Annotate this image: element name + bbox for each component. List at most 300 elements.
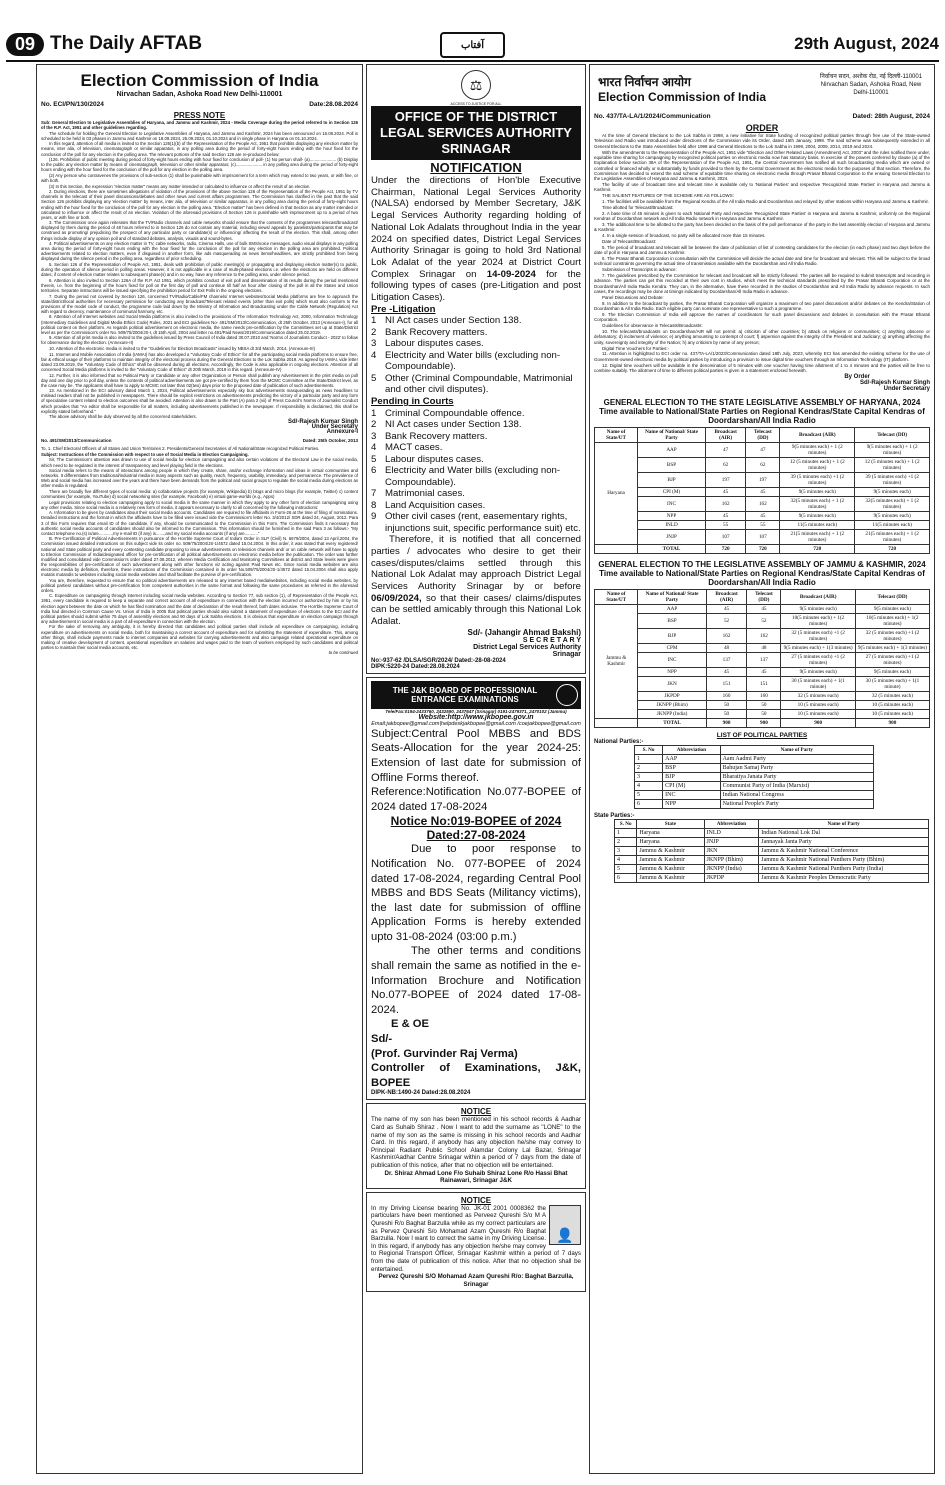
person-photo-icon: 👤 (549, 1205, 581, 1245)
annex-subject: Subject: Instructions of the Commission with respect to use of Social Media in Election Campaigning. (41, 451, 249, 457)
table-cell: 32 (5 minutes each) (855, 691, 929, 700)
press-note-paragraph: 8. Attention of all Internet websites and Social Media platforms is also invited to the provisions of The Information Technology Act, 2000, Information Technology (Intermediary Guidelines and Digital Media Ethics Code) Rules, 2021 and ECI guidelines No- 491/SM/2013/Communication, dt 25th October, 2013 (Annexure-I), for all political content on their platform. As regards political advertisement on electronic media, the same needs pre-certification by the Committees set up at State/District level as per the Commission's order No. 509/75/2004/JS-I, dt 15th April, 2004 and letter no.491/Paid News/2019/Communication dated 25.02.2019. (41, 314, 358, 335)
table-cell: 9(5 minutes each) + 1 (2 minutes) (780, 442, 855, 457)
press-note-paragraph: 12. Further, it is also informed that no Political Party or Candidate or any other Organization or Person shall publish any Advertisement in the print media on poll day and one day prior to poll day, unless the contents of political advertisements are got pre-certified by them from the MCMC Committee at the State/District level, as the case may be. The applicants shall have to apply to MCMC not later than 02(two) days prior to the proposed date of publication of such advertisements. (41, 372, 358, 388)
table-header-cell: Telecast (DD) (747, 589, 781, 604)
table-header-cell: Name of State/UT (595, 589, 638, 604)
press-note-paragraph: In this regard, attention of all media is invited to the Section 126(1)(b) of the Representation of the People Act, 1951 that prohibits displaying any election matter by means, inter alia, of television, cinematograph or similar apparatus, in any polling area during the period of forty-eight hours ending with the hour fixed for the conclusion of the poll for any election in the polling area. The relevant portions of the said Section 126 are re-produced below: (41, 141, 358, 157)
haryana-table-title: GENERAL ELECTION TO THE STATE LEGISLATIVE ASSEMBLY OF HARYANA, 2024 Time available to National/State Parties on Regional Kendras/State Capital Kendras of Doordarshan/All India Radio (599, 397, 925, 425)
annex-ref: No. 491/SM/2013/Communication (41, 438, 112, 444)
table-cell: BJP (663, 772, 720, 781)
order-paragraph: With the amendments to the Representation of the People Act, 1951 vide "Election and Other Related Laws (Amendment) Act, 2003" and the rules notified there under, equitable time sharing for campaigning by recognized political parties on electronic media now has statutory basis. In exercise of the powers conferred by clause (a) of the Explanation below section 39A of the Representation of the People Act, 1951, the Central Government has notified all such broadcasting media which are owned or controlled or financed wholly or substantially by funds provided to them by the Central Government as the electronic media for the purposes of that section. Therefore, the Commission has decided to extend the said scheme of equitable time sharing on electronic media through Prasar Bharati Corporation to the ensuing General Election to the Legislative Assemblies of Haryana and Jammu & Kashmir, 2024. (594, 149, 930, 182)
list-item-number: 1 (371, 315, 377, 327)
eci-order-ref: No. 437/TA-LA/1/2024/Communication (594, 113, 711, 120)
dlsa-closing (371, 534, 581, 628)
press-note-paragraph: (3) In this Section, the expression "election matter" means any matter intended or calculated to influence or affect the result of an election (49, 183, 310, 189)
order-heading: ORDER (745, 123, 779, 133)
table-cell: 162 (746, 496, 780, 511)
table-cell: Jammu & Kashmir National Panthers Party (India) (759, 864, 929, 873)
table-cell: 30 (5 minutes each) + 1(1 minute) (855, 676, 929, 691)
table-header-cell: Name of National/ State Party (638, 589, 706, 604)
dlsa-dipk: DIPK:5220-24 Dated:28.08.2024 (371, 663, 460, 670)
annex-ref-row (41, 438, 358, 443)
dlsa-intro-text: Under the directions of Hon'ble Executive Chairman, National Legal Services Authority (NALSA) endorsed by Member Secretary, J&K Legal Services Authority regarding holding of National Lok Adalats throughout India in the year 2024 on specified dates, District Legal Services Authority Srinagar is going to hold 3rd National Lok Adalat of the year 2024 at District Court Complex Srinagar on (371, 175, 581, 280)
annex-date: Dated: 25th October, 2013 (302, 438, 358, 444)
dlsa-ref: No:-937-62 /DLSA/SGR/2024/ Dated:-28-08-2024 (371, 657, 506, 664)
notice-name-change (366, 1103, 586, 1188)
table-row (595, 511, 930, 520)
eci-press-note (36, 64, 363, 1474)
table-cell: Jammu & Kashmir (637, 855, 704, 864)
table-cell: 900 (855, 718, 929, 727)
table-cell: 137 (706, 652, 747, 667)
legal-services-emblem-icon: ⚖ (461, 70, 491, 100)
table-cell: 3 (635, 772, 663, 781)
table-header-cell: Name of State/UT (595, 427, 638, 442)
table-cell: 50 (706, 709, 747, 718)
list-parties-title: LIST OF POLITICAL PARTIES (716, 731, 808, 739)
press-note-paragraph: 10. Attention of the electronic media is invited to the "Guidelines for Election Broadcasts" issued by NBSA dt 3rd March, 2014. (Annexure-III) (49, 346, 316, 352)
table-cell: Aam Aadmi Party (720, 754, 873, 763)
table-cell: 9(5 minutes each) (855, 511, 930, 520)
order-paragraph: 10. The telecasts/broadcasts on Doordarshan/AIR will not permit: a) criticism of other countries; b) attack on religions or communities; c) anything obscene or defamatory; d) incitement of violence; e) anything amounting to contempt of court; f) aspersion against the integrity of the President and Judiciary; g) anything affecting the unity, sovereignty and integrity of the Nation; h) any criticism by name of any person; (594, 329, 930, 345)
table-row (595, 604, 930, 613)
table-cell: TOTAL (638, 544, 706, 553)
press-note-paragraph: 9. Attention of all print media is also invited to the guidelines issued by Press Council of India dated 30.07.2010 and 'Norms of Journalists Conduct - 2022' to follow for observance during the election. (Annexure-II) (41, 335, 358, 346)
table-cell: 6 (615, 873, 637, 882)
eci-order-header (594, 67, 930, 110)
table-cell: INLD (638, 520, 706, 529)
table-cell: 9(5 minutes each) (781, 604, 855, 613)
list-item-text: Other (Criminal Compoundable, Matrimonial and other civil disputes). (385, 372, 573, 396)
table-cell: 12 (5 minutes each) + 1 (2 minutes) (780, 457, 855, 472)
list-item (371, 419, 581, 431)
table-row (595, 520, 930, 529)
bopee-logo-icon (556, 684, 578, 706)
table-cell: 52 (747, 613, 781, 628)
list-item (371, 315, 581, 327)
table-cell: 9(5 minutes each) (780, 487, 855, 496)
table-cell: 9(5 minutes each) + 1(3 minutes) (855, 643, 929, 652)
table-header-cell: Name of Party (759, 819, 929, 828)
table-row (595, 709, 930, 718)
table-header-cell: Telecast (DD) (855, 427, 930, 442)
table-cell: 1 (615, 828, 637, 837)
annex-paragraph: B. Pre-Certification of Political Advertisements In pursuance of the Hon'ble Supreme Court of India's Order in SLP (Civil) N. 6679/2004, dated 13 April,2004, the Commission issued detailed instructions on this subject vide its order no. 509/75/2004/JS-1/4572 dated 15.04.2004. In this order, it was stated that every registered/ national and State political party and every contesting candidate proposing to issue advertisements on television channels and/ or on cable network will have to apply to Election Commission of India/designated officer for pre-certification of all political advertisements on electronic media before the publication. The order was further modified and consolidated vide Commission's order dated 27.08.2012, wherein Media Certification and Monitoring Committees at district and State levels were given the responsibilities of pre-certification of such advertisement along with other functions viz acting against Paid News etc. Since social media websites are also electronic media by definition, therefore, these instructions of the Commission contained in its order No.509/75/2004/JS-1/4572 dated 15.04.2004 shall also apply mutatis mutandis to websites including social media websites and shall facilitate the purview of pre-certification. (41, 536, 358, 577)
press-note-paragraph: The above advisory shall be duly observed by all the concerned stakeholders. (49, 414, 197, 420)
list-item (371, 338, 581, 350)
table-cell: 2 (635, 763, 663, 772)
order-paragraph: 2. A base time of 45 minutes is given to each National Party and respective 'Recognized State Parties' in Haryana and Jammu & Kashmir, uniformly on the Regional Kendras of Doordarshan network and All India Radio network in Haryana and Jammu & Kashmir. (594, 210, 930, 222)
table-cell: 45 (747, 667, 781, 676)
order-role: Under Secretary (883, 385, 930, 392)
bopee-tel: Tele/Fax:0194-2433760, 2432590, 2437647 (Srinagar) 0191-2479371, 2470102 (Jammu) (385, 708, 567, 714)
order-paragraph: At the time of General Elections to the Lok Sabha in 1998, a new initiative for State funding of recognized political parties through free use of the State-owned Television and Radio was introduced under directions of the Commission vide its Order, dated 16th January, 1998. The said scheme was subsequently extended in all General Elections to the State Assemblies held after 1998 and General Elections to the Lok Sabha in 1999, 2004, 2009, 2014, 2019 and 2024. (594, 133, 930, 149)
list-item-number: 4 (371, 442, 377, 454)
dlsa-intro-text2: for the following types of cases (pre-Litigation and post Litigation Cases). (371, 268, 582, 304)
masthead-text: آفتاب (460, 39, 485, 51)
table-cell: 151 (706, 676, 747, 691)
state-parties-label: State Parties:- (594, 812, 635, 819)
table-cell: 55 (746, 520, 780, 529)
order-by-order: By Order (844, 373, 870, 380)
haryana-time-table (594, 427, 930, 554)
table-row (595, 700, 930, 709)
table-cell: JKN (638, 676, 706, 691)
table-cell: 9(5 minutes each) + 1(3 minutes) (781, 643, 855, 652)
table-cell: Haryana (637, 828, 704, 837)
notice2-sign: Pervez Qureshi S/O Mohamad Azam Qureshi R/o: Baghat Barzulla, Srinagar (378, 1273, 574, 1288)
table-header-cell: Telecast (DD) (746, 427, 780, 442)
press-note-paras (41, 131, 358, 420)
table-header-cell: Abbreviation (663, 745, 720, 754)
table-cell: 1 (635, 754, 663, 763)
list-item-text: Criminal Compoundable offence. (385, 407, 525, 419)
table-cell: 900 (747, 718, 781, 727)
list-item-number: 6 (371, 465, 377, 477)
table-row (595, 613, 930, 628)
table-cell: 9(5 minutes each) (780, 511, 855, 520)
table-cell: 27 (5 minutes each) +1 (2 minutes) (781, 652, 855, 667)
table-cell: 45 (705, 511, 745, 520)
table-cell: 48 (747, 643, 781, 652)
table-cell: 900 (781, 718, 855, 727)
dlsa-closing-text: Therefore, it is notified that all concerned parties / advocates who desire to get their cases/disputes/claims settled through this National Lok Adalat may approach District Legal Services Authority Srinagar by or before (371, 534, 581, 592)
table-cell: 50 (747, 700, 781, 709)
table-row (595, 643, 930, 652)
order-sign: Sd/-Rajesh Kumar Singh (859, 379, 930, 386)
table-cell: Jammu & Kashmir (595, 604, 638, 718)
table-row (615, 855, 929, 864)
table-cell: Jammu & Kashmir Peoples Democratic Party (759, 873, 929, 882)
table-cell: Jammu & Kashmir (637, 846, 704, 855)
table-cell: 32(5 minutes each) + 1 (2 minutes) (855, 496, 930, 511)
order-paragraph: 7. The guidelines prescribed by the Commission for telecast and broadcast will be strictly followed. The parties will be required to submit transcripts and recording in advance. The parties can get this recorded at their own cost in studios, which meet the technical standards prescribed by the Prasar Bharati Corporation or at the Doordarshan/All India Radio Kendra. They can, in the alternative, have these recorded in the studios of Doordarshan and All India Radio by advance requests. In such cases, the recordings may be done at timings indicated by Doordarshan/All India Radio in advance. (594, 273, 930, 295)
press-note-heading: PRESS NOTE (173, 111, 226, 120)
order-paragraph: The facility of use of broadcast time and telecast time is available only to 'National Parties' and respective 'Recognized State Parties' in Haryana and Jammu & Kashmir. (594, 182, 930, 193)
table-cell: INC (638, 496, 706, 511)
table-cell: Haryana (637, 837, 704, 846)
list-item-number: 8 (371, 499, 377, 511)
page-label (6, 33, 202, 56)
table-cell: National People's Party (720, 799, 873, 808)
table-cell: 720 (855, 544, 930, 553)
header-rule (6, 60, 939, 62)
press-note-paragraph: (2) Any person who contravenes the provisions of sub-section (1) shall be punishable with imprisonment for a term which may extend to two years, or with fine, or with both. (41, 172, 358, 184)
table-cell: 10 (5 minutes each) (781, 709, 855, 718)
table-cell: 21(5 minutes each) + 1 (2 minutes) (780, 529, 855, 544)
order-paragraph: 8. In addition to the broadcast by parties, the Prasar Bharati Corporation will organize a maximum of two panel discussions and/or debates on the Kendra/Station of Doordarshan & All India Radio. Each eligible party can nominate one representative to such a programme. (594, 300, 930, 312)
table-cell: 55 (705, 520, 745, 529)
table-cell: 11(5 minutes each) (780, 520, 855, 529)
middle-column (366, 64, 586, 1474)
notice1-text: The name of my son has been mentioned in his school records & Aadhar Card as Suhaib Shiraz . Now I want to add the surname as "LONE" to the name of my son as the same is missing in his school records and Aadhar Card. In this regard, if anybody has any objection he/she may convey to Principal Radiant Public School Alamdar Colony Lal Bazar, Srinagar Kashmir/Aadhar Centre Srinagar within a period of 7 days from the date of publication of this notice, after that no objection will be entertained. (371, 1116, 581, 1169)
table-row (595, 472, 930, 487)
table-row (595, 718, 930, 727)
eci-order-titles (598, 73, 766, 104)
table-cell: CPM (638, 643, 706, 652)
list-item-text: Electricity and Water bills (excluding non-Compoundable). (385, 349, 561, 373)
table-cell: Jammu & Kashmir (637, 864, 704, 873)
order-paragraph: 4. In a single session of broadcast, no party will be allocated more than 15 minutes. (602, 233, 766, 239)
table-cell: 5 (615, 864, 637, 873)
table-cell: 197 (746, 472, 780, 487)
table-header-cell: Name of National/ State Party (638, 427, 706, 442)
bopee-subject: Subject:Central Pool MBBS and BDS Seats-Allocation for the year 2024-25: Extension of last date for submission of Offline Forms thereof. (371, 727, 581, 784)
bopee-sd: Sd/- (371, 1033, 393, 1046)
table-row (635, 754, 874, 763)
table-cell: BSP (663, 763, 720, 772)
table-row (595, 652, 930, 667)
list-item-text: Matrimonial cases. (385, 488, 465, 500)
list-item-text: Bank Recovery matters. (385, 326, 488, 338)
table-cell: INLD (704, 828, 759, 837)
list-item (371, 488, 581, 500)
table-cell: Communist Party of India (Marxist) (720, 781, 873, 790)
press-note-subject: Sub: General Election to Legislative Assemblies of Haryana, and Jammu and Kashmir, 2024 - Media Coverage during the period referred to in Section 126 of the R.P. Act, 1951 and other guidelines regarding. (41, 120, 358, 131)
annex-paras (41, 457, 358, 649)
dlsa-notification (366, 64, 586, 674)
national-parties-label: National Parties:- (594, 738, 644, 745)
table-cell: 4 (615, 855, 637, 864)
table-cell: BSP (638, 457, 706, 472)
table-header-cell: S. No (615, 819, 637, 828)
press-note-paragraph: 13. As mentioned in the ECI advisory dated March 1, 2024, Political advertisements especially sky bus advertisements masquerading as news headlines to mislead readers shall not be published in newspapers. There should be explicit restrictions on advertisements predicting the victory of a particular party and any form of speculative content related to election outcomes shall be avoided. Attention is also drawn to the Part (A) para 2 (vii) of Press Council's Norms of Journalist Conduct which provides that "An editor shall be responsible for all matters, including advertisements published in the newspaper. If responsibility is disclaimed, this shall be explicitly stated beforehand." (41, 388, 358, 414)
list-item-text: Other civil cases (rent, easementary rights, injunctions suit, specific performance suit) etc. (385, 511, 581, 534)
press-note-paragraph: (126. Prohibition of public meeting during period of forty-eight hours ending with hour fixed for conclusion of poll- (1) No person shall- (a)...................... (b) Display to the public any election matter by means of cinematograph, television or other similar apparatus; (c)...................... in any polling area during the period of forty-eight hours ending with the hour fixed for the conclusion of the poll for any election in the polling area. (41, 157, 358, 173)
list-item-number: 5 (371, 453, 377, 465)
eci-date: Date:28.08.2024 (309, 101, 358, 108)
press-note-paragraph: 3. The Commission once again reiterates that the TV/Radio channels and cable networks should ensure that the contents of the programmes telecast/broadcast/ displayed by them during the period of 48 hours referred to in Section 126 do not contain any material, including views/ appeals by panelists/participants that may be construed as promoting/ prejudicing the prospect of any particular party or candidate(s) or influencing/ affecting the result of the election. This shall, among other things include display of any opinion poll and of standard debates, analysis, visuals and sound-bytes. (41, 220, 358, 241)
table-cell: 39 (5 minutes each) +1 (2 minutes) (855, 472, 930, 487)
table-cell: JNJP (704, 837, 759, 846)
eci-ref-row (41, 101, 358, 108)
order-paragraph: 1. The facilities will be available from the Regional Kendra of the All India Radio and Doordarshan and relayed by other stations within Haryana and Jammu & Kashmir. (602, 199, 929, 205)
table-cell: JKNPP (India) (638, 709, 706, 718)
dlsa-sign: Sd/- (Jahangir Ahmad Bakshi) (467, 627, 581, 637)
list-item-number: 2 (371, 419, 377, 431)
bopee-notice-date: Dated:27-08-2024 (426, 828, 526, 843)
order-paragraph: THE SALIENT FEATURES OF THE SCHEME ARE AS FOLLOWS: (602, 193, 734, 199)
list-item (371, 511, 581, 534)
annex-paragraph: For the sake of removing any ambiguity, it is hereby directed that candidates and political parties shall include all expenditure on campaigning, including expenditure on advertisements on social media, both for maintaining a correct account of expenditure and for submitting the statement of expenditure. This, among other things, shall include payments made to internet companies and websites for carrying advertisements and also campaign related operational expenditure on making of creative development of content, operational expenditure on salaries and wages paid to the team of workers employed by such candidates and political parties to maintain their social media accounts, etc. (41, 624, 358, 650)
dlsa-closing-date: 06/09/2024, (371, 592, 422, 604)
table-cell: 50 (706, 700, 747, 709)
table-row (595, 676, 930, 691)
eci-order (589, 64, 935, 1474)
notice2-text: In my Driving License bearing No. JK-01 2001 0008362 the particulars have been mentioned as Perveez Qureshi S/o M A Qureshi R/o Baghat Barzulla while as my correct particulars are as Pervez Qureshi S/o Mohamad Azam Qureshi R/o Baghat Barzulla. Now I want to correct the same in my Driving License. In this regard, if anybody has any objection he/she may convey to Regional Transport Officer, Srinagar Kashmir within a period of 7 days from the date of publication of this notice. After that no objection shall be entertained. (371, 1204, 581, 1273)
eci-order-title: Election Commission of India (598, 90, 767, 104)
table-cell: 39 (5 minutes each) +1 (2 minutes) (780, 472, 855, 487)
order-paragraph: Submission of Transcripts in advance: (602, 267, 677, 273)
table-cell: 720 (746, 544, 780, 553)
list-item-number: 1 (371, 407, 377, 419)
table-cell: 5 (635, 790, 663, 799)
list-item-text: Land Acquisition cases. (385, 499, 486, 511)
table-row (635, 790, 874, 799)
list-item-text: NI Act cases under Section 138. (385, 315, 522, 327)
table-cell: 162 (705, 496, 745, 511)
table-cell: CPI (M) (638, 487, 706, 496)
bopee-para2: The other terms and conditions shall remain the same as notified in the e-Information Brochure and Notification No.077-BOPEE of 2024 dated 17-08-2024. (371, 945, 581, 1016)
dlsa-intro (371, 175, 581, 304)
table-cell: Bharatiya Janata Party (720, 772, 873, 781)
table-cell: Indian National Congress (720, 790, 873, 799)
dlsa-city: Srinagar (552, 650, 581, 658)
list-item (371, 442, 581, 454)
table-row (615, 873, 929, 882)
table-header-cell: Broadcast (AIR) (706, 589, 747, 604)
order-paragraph: 6. The Prasar Bharati Corporation in consultation with the Commission will decide the actual date and time for broadcast and telecast. This will be subject to the broad technical constraints governing the actual time of transmission available with the Doordarshan and All India Radio. (594, 256, 930, 267)
table-cell: 45 (747, 604, 781, 613)
list-item-text: MACT cases. (385, 442, 443, 454)
table-cell: 30 (5 minutes each) + 1(1 minute) (781, 676, 855, 691)
eci-order-address: निर्वाचन सदन, अशोक रोड, नई दिल्ली-110001 Nirvachan Sadan, Ashoka Road, New Delhi-110001 (819, 74, 923, 96)
table-cell: 10 (5 minutes each) (855, 709, 929, 718)
table-cell: 6 (635, 799, 663, 808)
table-cell: 9(5 minutes each) (855, 667, 929, 676)
pre-litigation-list (371, 315, 581, 396)
table-cell: 47 (705, 442, 745, 457)
list-item-number: 2 (371, 326, 377, 338)
table-cell: 160 (747, 691, 781, 700)
bopee-dipk: DIPK-NB:1490-24 Dated:28.08.2024 (371, 1090, 471, 1097)
table-cell: 4 (635, 781, 663, 790)
table-row (595, 691, 930, 700)
order-paragraph: 11. Attention is highlighted to ECI order no. 437/TA-LA/1/2023/Communication dated 18th July, 2023, whereby ECI has amended the existing scheme for the use of Government-owned electronic media by political parties by introducing a provision to issue digital time vouchers through an Information Technology (IT) platform. (594, 351, 930, 362)
annex-paragraph: There are broadly five different types of social media: a) collaborative projects (for example, Wikipedia) b) blogs and micro blogs (for example, Twitter) c) content communities (for example, YouTube) d) social networking sites (for example, Facebook) e) virtual game-worlds (e.g., Apps) (41, 488, 358, 500)
table-cell: INC (663, 790, 720, 799)
table-row (595, 529, 930, 544)
press-note-paragraph: 6. Attention is also invited to Section 126A of the R.P. Act 1951, which prohibits conduct of exit poll and dissemination of its results during the period mentioned therein, i.e. from the beginning of the hours fixed for poll on the first day of poll and continue till half an hour after closing of the poll in all the States and Union territories. Separate instructions will be issued specifying the prohibition period for Exit Polls in the ongoing elections. (41, 277, 358, 293)
dlsa-org: District Legal Services Authority (473, 643, 581, 651)
notice1-title: NOTICE (460, 1107, 492, 1117)
list-item (371, 454, 581, 466)
table-row (595, 496, 930, 511)
table-cell: INC (638, 652, 706, 667)
press-note-sign: Sd/-Rajesh Kumar Singh (287, 418, 358, 425)
table-cell: 151 (747, 676, 781, 691)
eci-order-ref-row (594, 113, 930, 120)
bopee-notice (366, 677, 586, 1101)
bopee-notice-no: Notice No:019-BOPEE of 2024 (390, 814, 562, 829)
list-item (371, 350, 581, 373)
table-cell: JKNPP (Bhim) (638, 700, 706, 709)
table-header-cell: Name of Party (720, 745, 873, 754)
table-cell: JKNPP (Bhim) (704, 855, 759, 864)
list-item (371, 327, 581, 339)
order-paragraph: 12. Digital time vouchers will be available in the denomination of 5 minutes with one voucher having time allotment of 1 to 4 minutes and the parties will be free to combine suitably. The allotment of time to different political parties is given in a statement enclosed herewith. (594, 362, 930, 373)
table-row (615, 864, 929, 873)
list-item (371, 408, 581, 420)
table-header-cell: Broadcast (AIR) (781, 589, 855, 604)
table-cell: 50 (747, 709, 781, 718)
press-note-paragraph: The schedule for holding the General Election to Legislative Assemblies of Haryana, and Jammu and Kashmir, 2024 has been announced on 16.08.2024. Poll is scheduled to be held in 03 phases in Jammu and Kashmir on 18.09.2024, 25.09.2024, 01.10.2024 and in single phase in Haryana on 01.10.2024. (41, 130, 358, 141)
table-cell: 62 (746, 457, 780, 472)
table-cell: JKPDP (638, 691, 706, 700)
eci-ref: No. ECI/PN/130/2024 (41, 101, 104, 108)
table-cell: AAP (638, 442, 706, 457)
lok-adalat-date: 14-09-2024 (486, 268, 536, 280)
table-cell: 162 (747, 628, 781, 643)
dlsa-closing-text2: so that their cases/ claims/disputes can be settled amicably through this National Lok Adalat. (371, 592, 581, 628)
annex-paragraph: Legal provisions relating to election campaigning apply to social media in the same manner in which they apply to any other form of election campaigning using any other media. Since social media is a relatively new form of media, it appears necessary to clarify to all concerned by the following instructions: (41, 499, 358, 510)
table-cell: CPI (M) (663, 781, 720, 790)
bopee-sign: (Prof. Gurvinder Raj Verma) (371, 1047, 518, 1060)
order-paragraph: 3. The additional time to be allotted to the party has been decided on the basis of the poll performance of the party in the last assembly election of Haryana and Jammu & Kashmir. (594, 222, 930, 233)
list-item (371, 431, 581, 443)
notice2-title: NOTICE (460, 1195, 492, 1205)
bopee-role: Controller of Examinations, J&K, BOPEE (371, 1062, 581, 1089)
list-item-text: Labour disputes cases. (385, 453, 484, 465)
table-row (635, 772, 874, 781)
table-cell: JKPDP (704, 873, 759, 882)
list-item (371, 373, 581, 396)
table-header-cell: Broadcast (AIR) (780, 427, 855, 442)
annexure-label: Annexure-I (326, 429, 358, 436)
bopee-web: Website:http://www.jkbopee.gov.in (418, 713, 534, 721)
table-header-cell: Telecast (DD) (855, 589, 929, 604)
table-row (635, 799, 874, 808)
annex-paragraph: You are, therefore, requested to ensure that no political advertisements are released to any internet based media/websites, including social media websites, by political parties/ candidates without pre-certification from competent authorities in the same format and following the same procedures as referred in the aforesaid orders. (41, 577, 358, 593)
table-cell: NPP (638, 667, 706, 676)
pending-heading: Pending in Courts (371, 395, 454, 407)
continued-label: to be continued (328, 650, 358, 656)
table-cell: 45 (705, 487, 745, 496)
state-parties-table (614, 819, 929, 883)
bopee-title: THE J&K BOARD OF PROFESSIONAL ENTRANCE EXAMINATIONS (392, 685, 538, 704)
table-cell: 48 (706, 643, 747, 652)
list-item-text: NI Act cases under Section 138. (385, 419, 522, 431)
press-note-body (41, 120, 358, 655)
dlsa-notification-heading: NOTIFICATION (430, 160, 522, 175)
annex-paragraph: Social media refers to the means of interactions among people in which they create, share, and/or exchange information and ideas in virtual communities and networks. It differentiates from traditional/industrial media in many aspects such as quality, reach, frequency, usability, immediacy, and permanence. The prevalence of Web and social media has increased over the years and there have been demands from the political and social groups to regulate the social media during elections as other media is regulated. (41, 468, 358, 489)
table-cell: JKNPP (India) (704, 864, 759, 873)
table-cell: Jammu & Kashmir National Panthers Party (Bhim) (759, 855, 929, 864)
pre-litigation-heading: Pre -Litigation (371, 303, 436, 315)
table-cell: 9(5 minutes each) + 1 (2 minutes) (855, 442, 930, 457)
list-item-number: 7 (371, 488, 377, 500)
table-cell: Jammu & Kashmir National Conference (759, 846, 929, 855)
issue-date: 29th August, 2024 (794, 34, 939, 53)
table-cell: 45 (746, 487, 780, 496)
table-row (615, 828, 929, 837)
table-cell: Jammu & Kashmir (637, 873, 704, 882)
table-cell: 10 (5 minutes each) (781, 700, 855, 709)
jk-time-table (594, 589, 930, 728)
order-paragraph: Guidelines for observance in Telecasts/Broadcasts: (602, 323, 703, 329)
table-cell: 900 (706, 718, 747, 727)
table-cell: Bahujan Samaj Party (720, 763, 873, 772)
table-cell: BSP (638, 613, 706, 628)
emblem-caption: ACCESS TO JUSTICE FOR ALL (450, 102, 502, 106)
press-note-paragraph: 2. During elections, there are sometimes allegations of violation of the provisions of the above Section 126 of the Representation of the People Act, 1951 by TV channels in the telecast of their panel discussions/debates and other news and current affairs programmes. The Commission has clarified in the past that the said Section 126 prohibits displaying any 'election matter' by means, inter alia, of television or similar apparatus, in any polling area during the period of forty-eight hours ending with the hour fixed for the conclusion of the poll for any election in the polling area. "Election matter" has been defined in that Section as any matter intended or calculated to influence or affect the result of an election. Violation of the aforesaid provisions of Section 126 is punishable with imprisonment up to a period of two years, or with fine or both. (41, 189, 358, 220)
table-row (595, 457, 930, 472)
table-cell: 160 (706, 691, 747, 700)
list-item-text: Bank Recovery matters. (385, 430, 488, 442)
eci-hindi-title: भारत निर्वाचन आयोग (598, 75, 691, 89)
table-cell: 32 (5 minutes each) +1 (2 minutes) (855, 628, 929, 643)
list-item (371, 500, 581, 512)
table-cell: 10 (5 minutes each) (855, 700, 929, 709)
table-cell: BJP (638, 472, 706, 487)
table-cell: 21(5 minutes each) + 1 (2 minutes) (855, 529, 930, 544)
table-cell (595, 544, 638, 553)
table-header-cell: S. No (635, 745, 663, 754)
jk-table-title: GENERAL ELECTION TO THE LEGISLATIVE ASSEMBLY OF JAMMU & KASHMIR, 2024 Time available to National/State Parties on Regional Kendras/State Capital Kendras of Doordarshan/All India Radio (598, 559, 926, 587)
table-cell (595, 718, 638, 727)
table-cell: 162 (706, 628, 747, 643)
